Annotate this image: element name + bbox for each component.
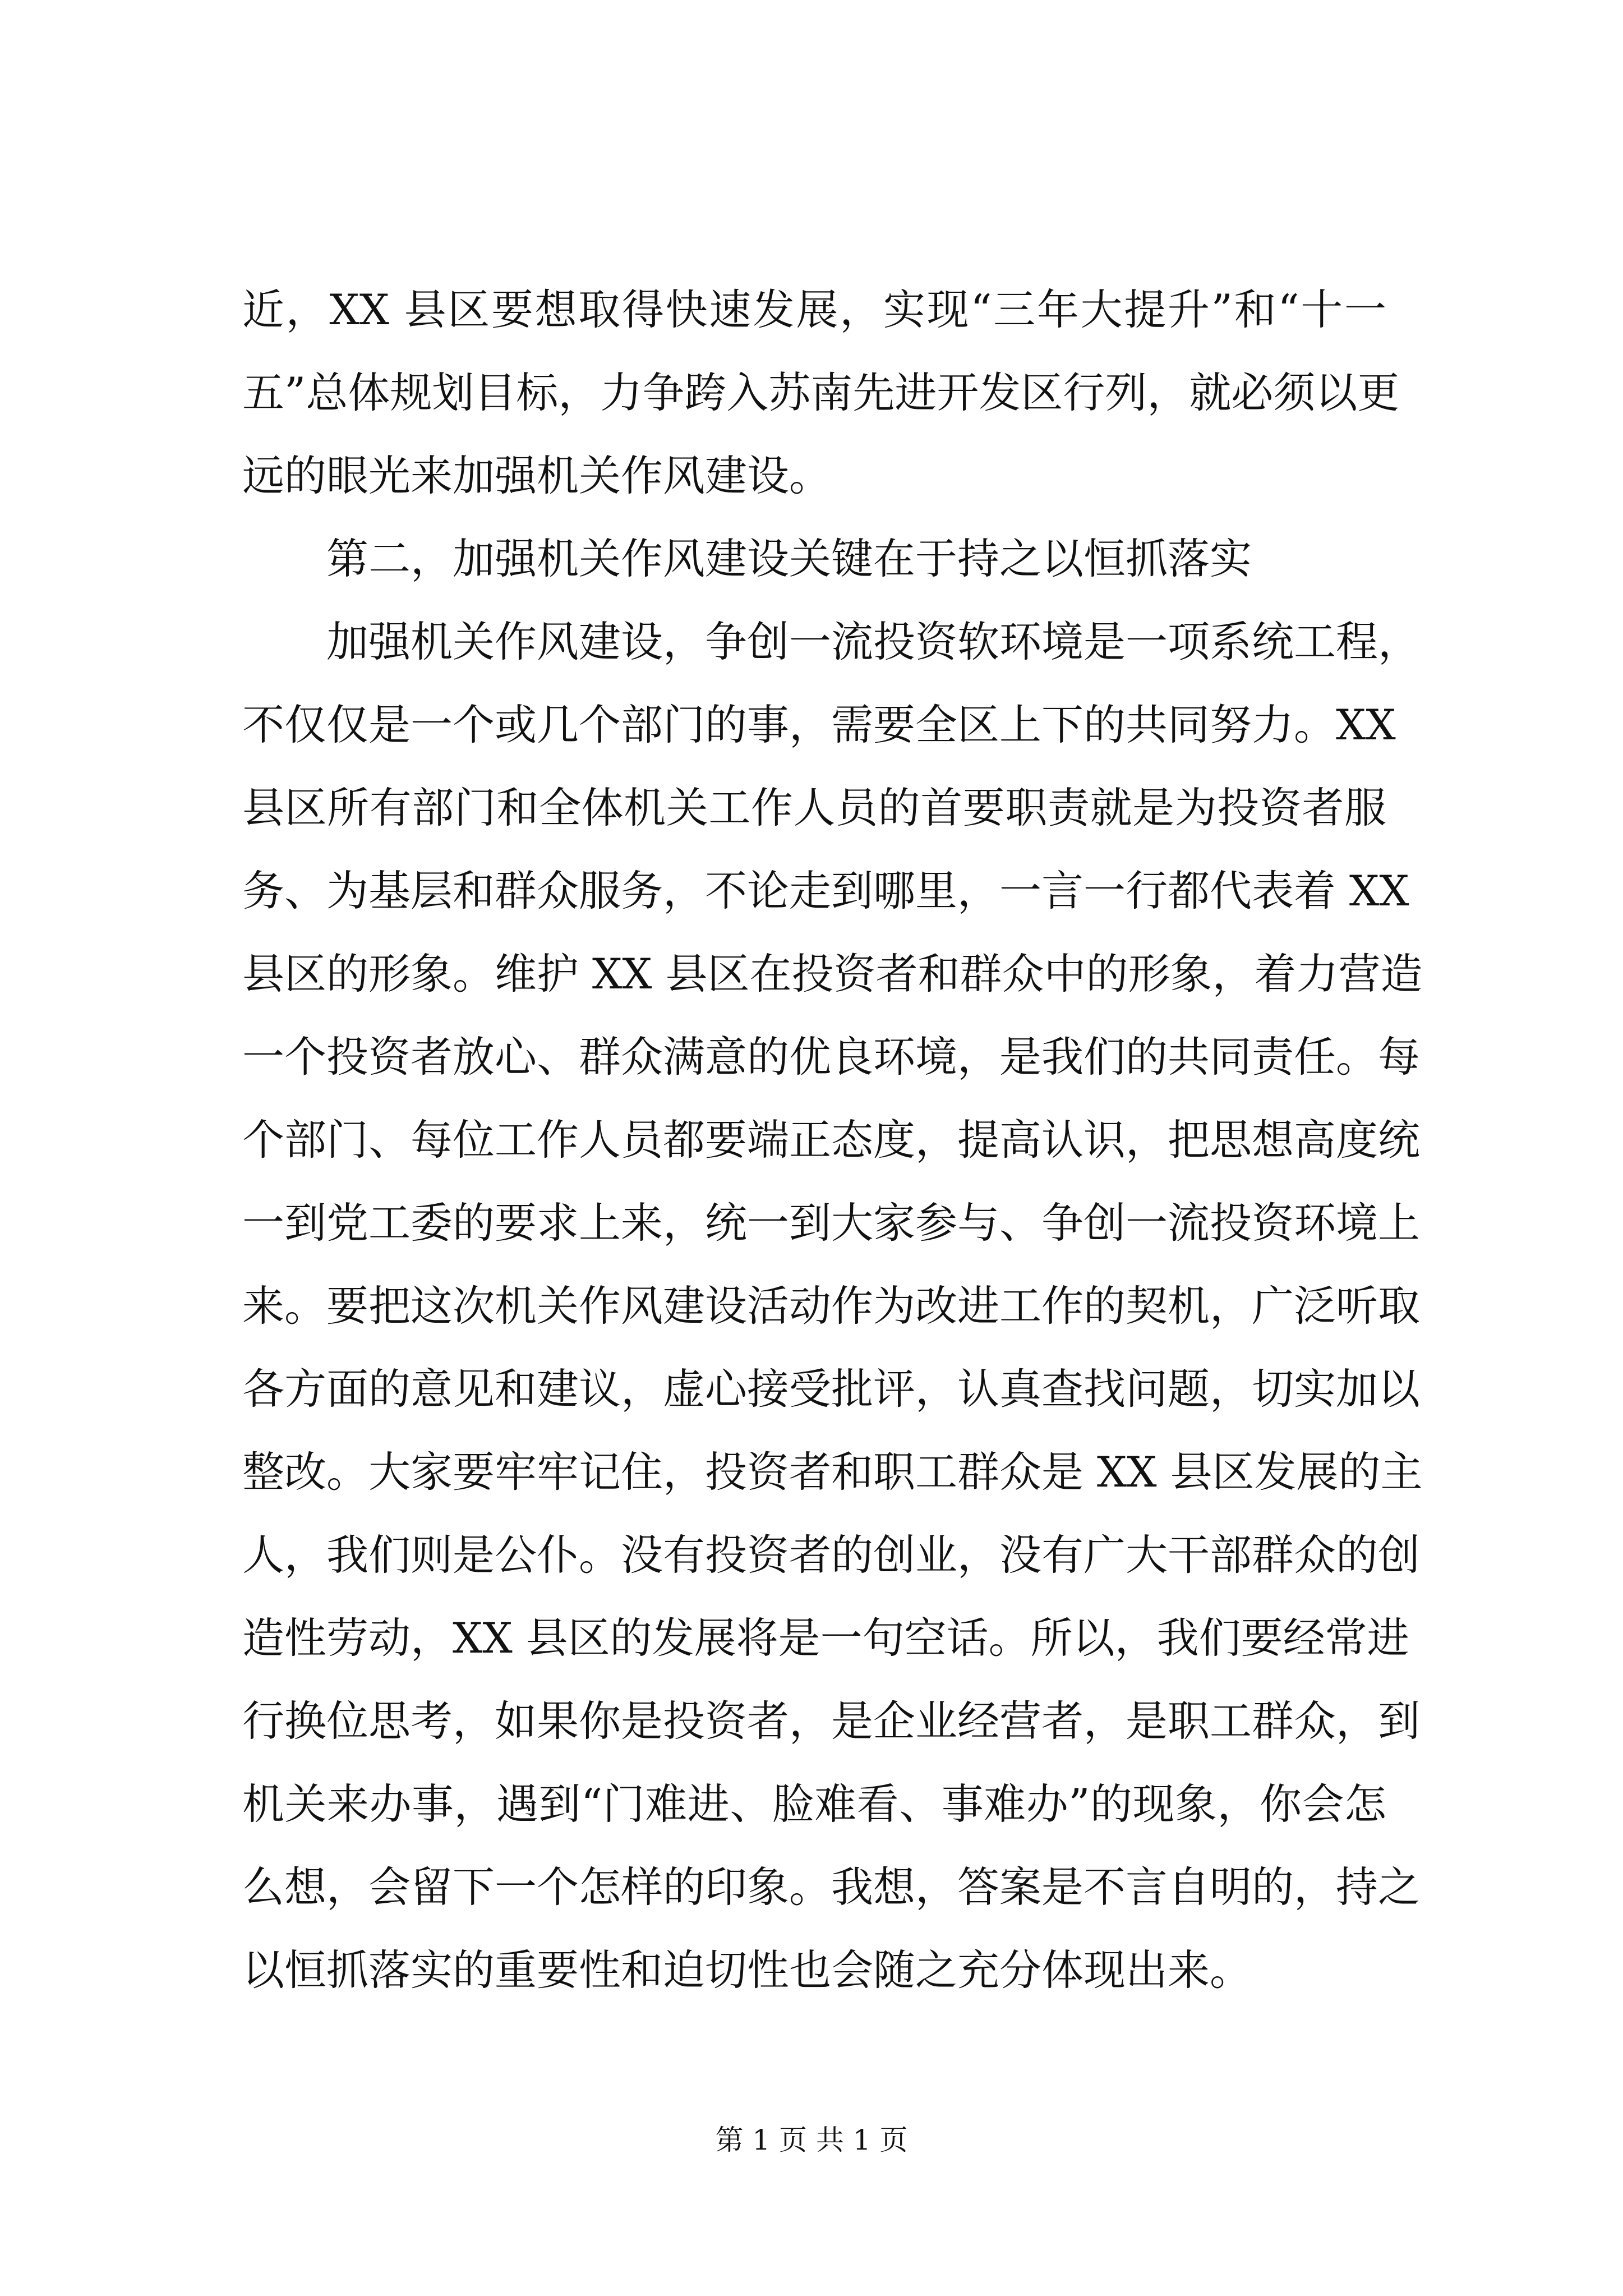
body-line: 五”总体规划目标，力争跨入苏南先进开发区行列，就必须以更 bbox=[242, 368, 1400, 417]
body-line: 县区所有部门和全体机关工作人员的首要职责就是为投资者服 bbox=[242, 783, 1386, 832]
body-line: 一到党工委的要求上来，统一到大家参与、争创一流投资环境上 bbox=[242, 1198, 1421, 1248]
page-footer: 第 1 页 共 1 页 bbox=[715, 2124, 908, 2156]
body-line: 各方面的意见和建议，虚心接受批评，认真查找问题，切实加以 bbox=[242, 1364, 1421, 1414]
body-line: 加强机关作风建设，争创一流投资软环境是一项系统工程， bbox=[326, 617, 1421, 666]
body-line: 造性劳动，XX 县区的发展将是一句空话。所以，我们要经常进 bbox=[242, 1613, 1409, 1663]
body-line: 务、为基层和群众服务，不论走到哪里，一言一行都代表着 XX bbox=[242, 866, 1409, 915]
body-line: 整改。大家要牢牢记住，投资者和职工群众是 XX 县区发展的主 bbox=[242, 1447, 1423, 1497]
body-line: 近，XX 县区要想取得快速发展，实现“三年大提升”和“十一 bbox=[242, 285, 1386, 334]
body-line: 远的眼光来加强机关作风建设。 bbox=[242, 451, 832, 500]
body-line: 以恒抓落实的重要性和迫切性也会随之充分体现出来。 bbox=[242, 1945, 1252, 1995]
body-line: 一个投资者放心、群众满意的优良环境，是我们的共同责任。每 bbox=[242, 1032, 1421, 1082]
body-line: 么想，会留下一个怎样的印象。我想，答案是不言自明的，持之 bbox=[242, 1862, 1421, 1912]
document-body bbox=[242, 268, 1423, 2012]
body-line: 县区的形象。维护 XX 县区在投资者和群众中的形象，着力营造 bbox=[242, 949, 1423, 999]
body-line: 来。要把这次机关作风建设活动作为改进工作的契机，广泛听取 bbox=[242, 1281, 1421, 1331]
body-line: 人，我们则是公仆。没有投资者的创业，没有广大干部群众的创 bbox=[242, 1530, 1421, 1580]
section-heading: 第二，加强机关作风建设关键在于持之以恒抓落实 bbox=[326, 534, 1252, 583]
body-line: 机关来办事，遇到“门难进、脸难看、事难办”的现象，你会怎 bbox=[242, 1779, 1386, 1829]
body-line: 行换位思考，如果你是投资者，是企业经营者，是职工群众，到 bbox=[242, 1696, 1421, 1746]
body-line: 不仅仅是一个或几个部门的事，需要全区上下的共同努力。XX bbox=[242, 700, 1396, 749]
body-line: 个部门、每位工作人员都要端正态度，提高认识，把思想高度统 bbox=[242, 1115, 1421, 1165]
